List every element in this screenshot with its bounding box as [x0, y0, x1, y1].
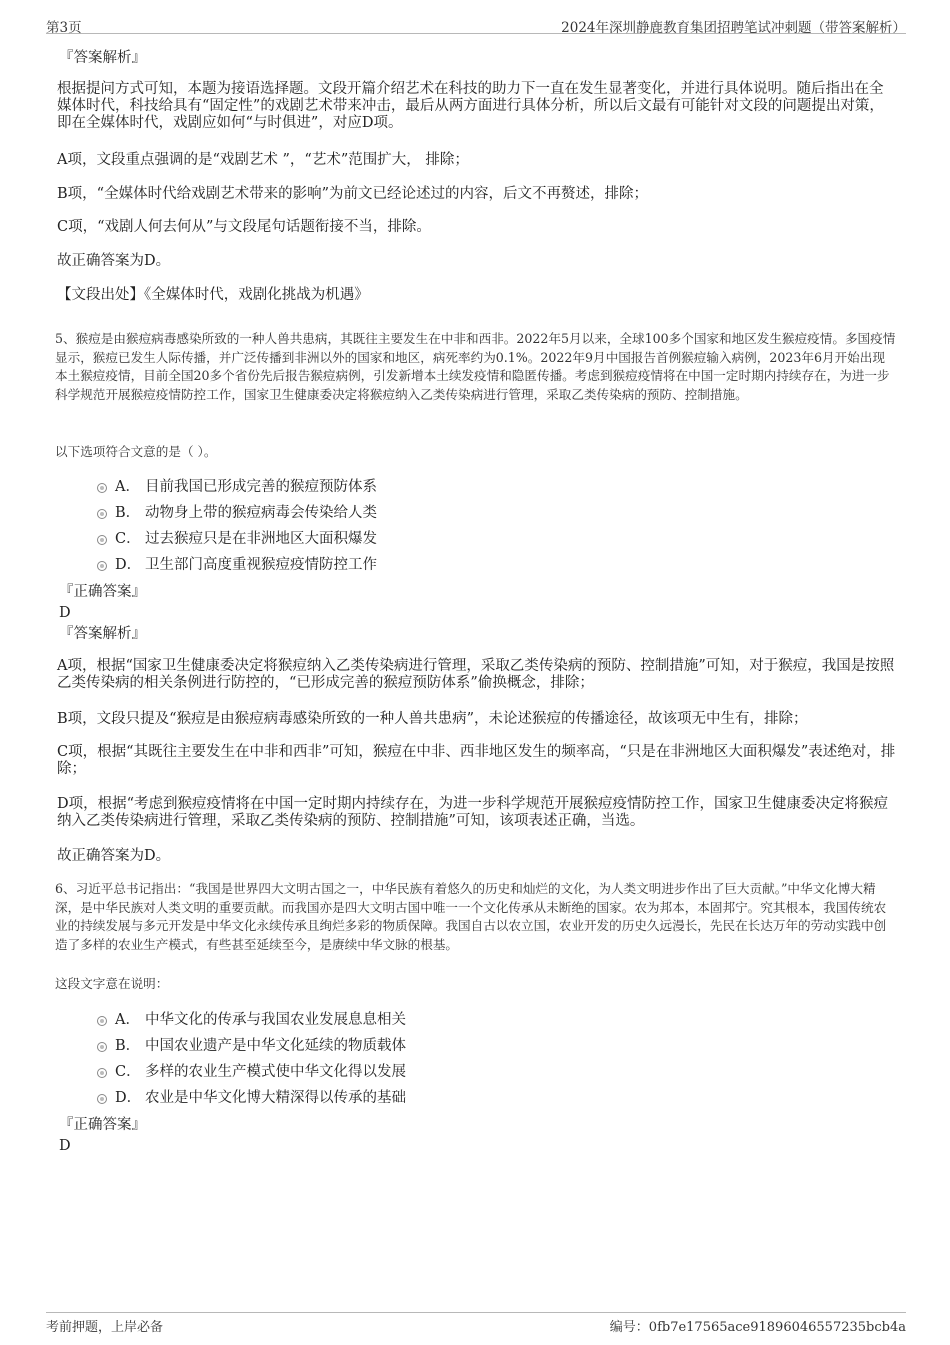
option-d[interactable]: D． 卫生部门高度重视猴痘疫情防控工作 — [97, 552, 597, 578]
radio-icon[interactable] — [97, 483, 107, 493]
correct-answer: D — [59, 1138, 71, 1154]
analysis-option-a: A项，根据“国家卫生健康委决定将猴痘纳入乙类传染病进行管理，采取乙类传染病的预防、控制措施”可知，对于猴痘，我国是按照乙类传染病的相关条例进行防控的，“已形成完善的猴痘预防体系”偷换概念，排除； — [57, 658, 895, 691]
radio-icon[interactable] — [97, 561, 107, 571]
option-text: 农业是中华文化博大精深得以传承的基础 — [145, 1090, 406, 1106]
analysis-conclusion: 故正确答案为D。 — [57, 848, 171, 864]
question-6-stem: 6、习近平总书记指出：“我国是世界四大文明古国之一，中华民族有着悠久的历史和灿烂的文化，为人类文明进步作出了巨大贡献。”中华文化博大精深，是中华民族对人类文明的重要贡献。而我国亦是四大文明古国中唯一一个文化传承从未断绝的国家。农为邦本，本固邦宁。究其根本，我国传统农业的持续发展与多元开发是中华文化永续传承且绚烂多彩的物质保障。我国自古以农立国，农业开发的历史久远漫长，先民在长达万年的劳动实践中创造了多样的农业生产模式，有些甚至延续至今，是赓续中华文脉的根基。 — [55, 881, 887, 952]
analysis-conclusion: 故正确答案为D。 — [57, 253, 171, 269]
option-text: 过去猴痘只是在非洲地区大面积爆发 — [145, 531, 377, 547]
analysis-option-d: D项，根据“考虑到猴痘疫情将在中国一定时期内持续存在，为进一步科学规范开展猴痘疫情防控工作，国家卫生健康委决定将猴痘纳入乙类传染病进行管理，采取乙类传染病的预防、控制措施”可知，该项表述正确，当选。 — [57, 796, 889, 829]
option-b[interactable]: B． 动物身上带的猴痘病毒会传染给人类 — [97, 500, 597, 526]
correct-answer-label: 『正确答案』 — [59, 584, 146, 600]
radio-icon[interactable] — [97, 1042, 107, 1052]
source-citation: 【文段出处】《全媒体时代，戏剧化挑战为机遇》 — [57, 287, 369, 303]
page-number: 第3页 — [46, 20, 82, 36]
document-id: 编号：0fb7e17565ace91896046557235bcb4a — [609, 1320, 906, 1335]
analysis-label: 『答案解析』 — [59, 626, 146, 642]
analysis-option-a: A项，文段重点强调的是“戏剧艺术 ”，“艺术”范围扩大， 排除； — [57, 152, 469, 168]
question-5-prompt: 以下选项符合文意的是（ ）。 — [55, 444, 217, 459]
analysis-option-c: C项，根据“其既往主要发生在中非和西非”可知，猴痘在中非、西非地区发生的频率高，“只是在非洲地区大面积爆发”表述绝对，排除； — [57, 744, 896, 777]
page-header — [46, 14, 906, 34]
option-a[interactable]: A． 目前我国已形成完善的猴痘预防体系 — [97, 474, 597, 500]
option-b[interactable]: B． 中国农业遗产是中华文化延续的物质载体 — [97, 1033, 597, 1059]
radio-icon[interactable] — [97, 1094, 107, 1104]
question-5-stem: 5、猴痘是由猴痘病毒感染所致的一种人兽共患病，其既往主要发生在中非和西非。2022年5月以来，全球100多个国家和地区发生猴痘疫情。多国疫情显示，猴痘已发生人际传播，并广泛传播到非洲以外的国家和地区，病死率约为0.1%。2022年9月中国报告首例猴痘输入病例，2023年6月开始出现本土猴痘疫情，目前全国20多个省份先后报告猴痘病例，引发新增本土续发疫情和隐匿传播。考虑到猴痘疫情将在中国一定时期内持续存在，为进一步科学规范开展猴痘疫情防控工作，国家卫生健康委决定将猴痘纳入乙类传染病进行管理，采取乙类传染病的预防、控制措施。 — [55, 331, 896, 402]
option-c[interactable]: C． 多样的农业生产模式使中华文化得以发展 — [97, 1059, 597, 1085]
question-6-options — [97, 1007, 597, 1111]
analysis-option-b: B项，文段只提及“猴痘是由猴痘病毒感染所致的一种人兽共患病”，未论述猴痘的传播途径，故该项无中生有，排除； — [57, 711, 808, 727]
option-c[interactable]: C． 过去猴痘只是在非洲地区大面积爆发 — [97, 526, 597, 552]
analysis-paragraph: 根据提问方式可知，本题为接语选择题。文段开篇介绍艺术在科技的助力下一直在发生显著变化，并进行具体说明。随后指出在全媒体时代，科技给具有“固定性”的戏剧艺术带来冲击，最后从两方面进行具体分析，所以后文最有可能针对文段的问题提出对策，即在全媒体时代，戏剧应如何“与时俱进”，对应D项。 — [57, 81, 884, 131]
option-text: 中华文化的传承与我国农业发展息息相关 — [145, 1012, 406, 1028]
correct-answer-label: 『正确答案』 — [59, 1117, 146, 1133]
analysis-label: 『答案解析』 — [59, 50, 146, 66]
question-6-prompt: 这段文字意在说明： — [55, 976, 169, 991]
option-d[interactable]: D． 农业是中华文化博大精深得以传承的基础 — [97, 1085, 597, 1111]
option-text: 动物身上带的猴痘病毒会传染给人类 — [145, 505, 377, 521]
radio-icon[interactable] — [97, 535, 107, 545]
analysis-option-b: B项，“全媒体时代给戏剧艺术带来的影响”为前文已经论述过的内容，后文不再赘述，排除； — [57, 186, 648, 202]
analysis-option-c: C项，“戏剧人何去何从”与文段尾句话题衔接不当，排除。 — [57, 219, 431, 235]
option-text: 卫生部门高度重视猴痘疫情防控工作 — [145, 557, 377, 573]
option-text: 多样的农业生产模式使中华文化得以发展 — [145, 1064, 406, 1080]
page-footer — [46, 1312, 906, 1336]
footer-slogan: 考前押题，上岸必备 — [46, 1320, 164, 1335]
option-a[interactable]: A． 中华文化的传承与我国农业发展息息相关 — [97, 1007, 597, 1033]
correct-answer: D — [59, 605, 71, 621]
option-text: 中国农业遗产是中华文化延续的物质载体 — [145, 1038, 406, 1054]
radio-icon[interactable] — [97, 1068, 107, 1078]
radio-icon[interactable] — [97, 1016, 107, 1026]
document-title: 2024年深圳静鹿教育集团招聘笔试冲刺题（带答案解析） — [561, 20, 906, 36]
option-text: 目前我国已形成完善的猴痘预防体系 — [145, 479, 377, 495]
radio-icon[interactable] — [97, 509, 107, 519]
question-5-options — [97, 474, 597, 578]
